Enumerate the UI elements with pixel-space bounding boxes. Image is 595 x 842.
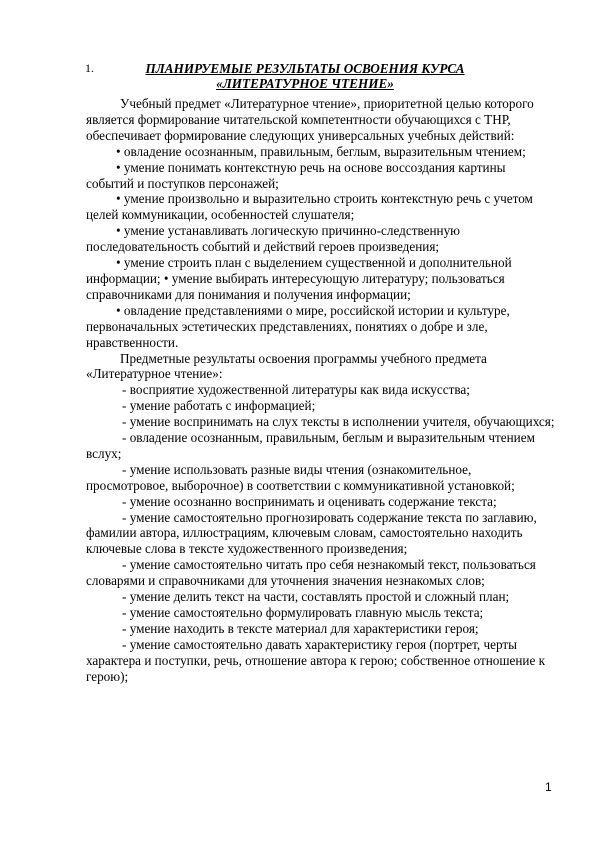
list-item: - умение самостоятельно прогнозировать содержание текста по заглавию, фамилии автора, иллюстрациям, ключевым словам, самостоятельно находить ключевые слова в тексте художественного произведения; xyxy=(86,509,537,557)
list-item: - умение использовать разные виды чтения (ознакомительное, просмотровое, выборочное) в соответствии с коммуникативной установкой; xyxy=(86,461,515,493)
list-item: - умение самостоятельно давать характеристику героя (портрет, черты характера и поступки, речь, отношение автора к герою; собственное отношение к герою); xyxy=(86,636,546,684)
subject-results-paragraph: Предметные результаты освоения программы учебного предмета «Литературное чтение»: xyxy=(86,350,487,382)
section-heading xyxy=(100,61,510,91)
intro-paragraph: Учебный предмет «Литературное чтение», приоритетной целью которого является формирование читательской компетентности обучающихся с ТНР, обеспечивает формирование следующих универсальных учебных действий: xyxy=(86,96,534,143)
heading-line-2: «ЛИТЕРАТУРНОЕ ЧТЕНИЕ» xyxy=(216,76,394,91)
document-body xyxy=(86,96,556,685)
list-item: • умение устанавливать логическую причинно-следственную последовательность событий и действий героев произведения; xyxy=(86,223,461,255)
list-item: - умение самостоятельно читать про себя незнакомый текст, пользоваться словарями и справочниками для уточнения значения незнакомых слов; xyxy=(86,557,536,589)
list-item: • овладение представлениями о мире, российской истории и культуре, первоначальных эстетических представлениях, понятиях о добре и зле, нравственности. xyxy=(86,302,510,350)
list-item: • овладение осознанным, правильным, беглым, выразительным чтением; xyxy=(116,143,526,159)
list-item: - умение воспринимать на слух тексты в исполнении учителя, обучающихся; xyxy=(122,414,555,430)
list-item: • умение произвольно и выразительно строить контекстную речь с учетом целей коммуникации, особенностей слушателя; xyxy=(86,191,533,223)
list-item: • умение строить план с выделением существенной и дополнительной информации; • умение выбирать интересующую литературу; пользоваться справочниками для понимания и получения информации; xyxy=(86,255,512,302)
list-item: - умение находить в тексте материал для характеристики героя; xyxy=(122,620,479,636)
list-item: - умение работать с информацией; xyxy=(122,398,316,414)
list-item: - умение осознанно воспринимать и оценивать содержание текста; xyxy=(122,493,497,509)
list-item: • умение понимать контекстную речь на основе воссоздания картины событий и поступков персонажей; xyxy=(86,159,506,191)
section-number: 1. xyxy=(85,61,94,75)
list-item: - овладение осознанным, правильным, беглым и выразительным чтением вслух; xyxy=(86,430,535,461)
page-number: 1 xyxy=(545,780,552,794)
heading-line-1: ПЛАНИРУЕМЫЕ РЕЗУЛЬТАТЫ ОСВОЕНИЯ КУРСА xyxy=(145,61,465,76)
list-item: - умение делить текст на части, составлять простой и сложный план; xyxy=(122,589,510,605)
list-item: - восприятие художественной литературы как вида искусства; xyxy=(122,382,470,398)
list-item: - умение самостоятельно формулировать главную мысль текста; xyxy=(122,605,484,620)
